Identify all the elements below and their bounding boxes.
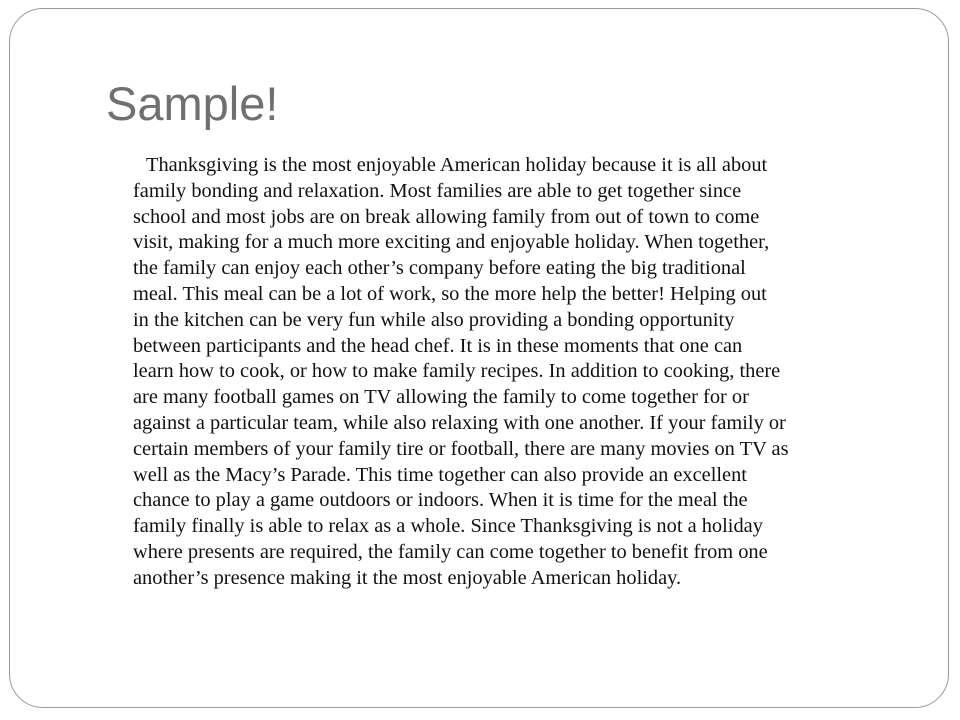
body-line: between participants and the head chef. It is in these moments that one can	[133, 334, 743, 357]
body-line: school and most jobs are on break allowing family from out of town to come	[133, 205, 760, 228]
body-line: are many football games on TV allowing the family to come together for or	[133, 386, 749, 409]
body-line: against a particular team, while also relaxing with one another. If your family or	[133, 411, 786, 434]
body-line: Thanksgiving is the most enjoyable American holiday because it is all about	[146, 154, 768, 176]
body-line: family bonding and relaxation. Most families are able to get together since	[133, 179, 742, 202]
slide-body-text	[133, 153, 913, 592]
body-line: chance to play a game outdoors or indoors. When it is time for the meal the	[133, 489, 748, 512]
body-line: in the kitchen can be very fun while also providing a bonding opportunity	[133, 308, 735, 331]
body-line: learn how to cook, or how to make family recipes. In addition to cooking, there	[133, 360, 781, 383]
slide-title: Sample!	[106, 77, 279, 130]
body-line: visit, making for a much more exciting and enjoyable holiday. When together,	[133, 231, 770, 254]
body-line: family finally is able to relax as a whole. Since Thanksgiving is not a holiday	[133, 515, 763, 538]
body-line: the family can enjoy each other’s company before eating the big traditional	[133, 257, 746, 280]
body-line: meal. This meal can be a lot of work, so the more help the better! Helping out	[133, 282, 767, 305]
body-line: well as the Macy’s Parade. This time together can also provide an excellent	[133, 463, 747, 486]
body-line: certain members of your family tire or football, there are many movies on TV as	[133, 437, 789, 460]
body-line: another’s presence making it the most enjoyable American holiday.	[133, 566, 682, 589]
body-line: where presents are required, the family can come together to benefit from one	[133, 540, 768, 563]
